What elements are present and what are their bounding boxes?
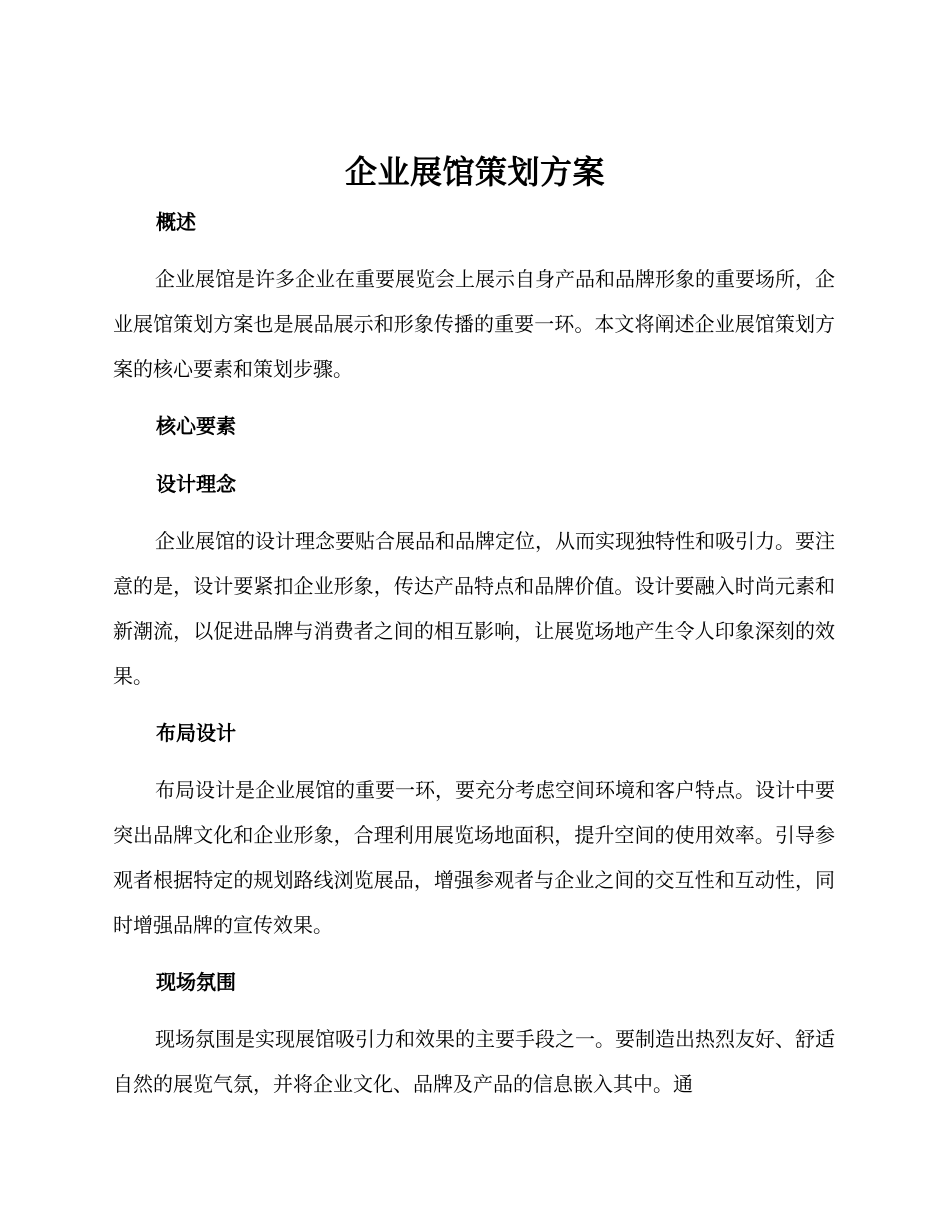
section-heading-core-elements: 核心要素: [156, 414, 236, 438]
paragraph-layout-design: 布局设计是企业展馆的重要一环，要充分考虑空间环境和客户特点。设计中要突出品牌文化和企业形象，合理利用展览场地面积，提升空间的使用效率。引导参观者根据特定的规划路线浏览展品，增强参观者与企业之间的交互性和互动性，同时增强品牌的宣传效果。: [113, 778, 835, 937]
section-heading-layout-design: 布局设计: [156, 721, 236, 745]
section-heading-design-concept: 设计理念: [156, 472, 236, 496]
paragraph-atmosphere: 现场氛围是实现展馆吸引力和效果的主要手段之一。要制造出热烈友好、舒适自然的展览气氛，并将企业文化、品牌及产品的信息嵌入其中。通: [113, 1027, 835, 1096]
paragraph-design-concept: 企业展馆的设计理念要贴合展品和品牌定位，从而实现独特性和吸引力。要注意的是，设计要紧扣企业形象，传达产品特点和品牌价值。设计要融入时尚元素和新潮流，以促进品牌与消费者之间的相互影响，让展览场地产生令人印象深刻的效果。: [113, 529, 835, 688]
section-heading-atmosphere: 现场氛围: [156, 970, 236, 994]
section-heading-overview: 概述: [156, 210, 196, 234]
document-title: 企业展馆策划方案: [344, 153, 605, 191]
paragraph-overview: 企业展馆是许多企业在重要展览会上展示自身产品和品牌形象的重要场所，企业展馆策划方案也是展品展示和形象传播的重要一环。本文将阐述企业展馆策划方案的核心要素和策划步骤。: [113, 267, 835, 381]
